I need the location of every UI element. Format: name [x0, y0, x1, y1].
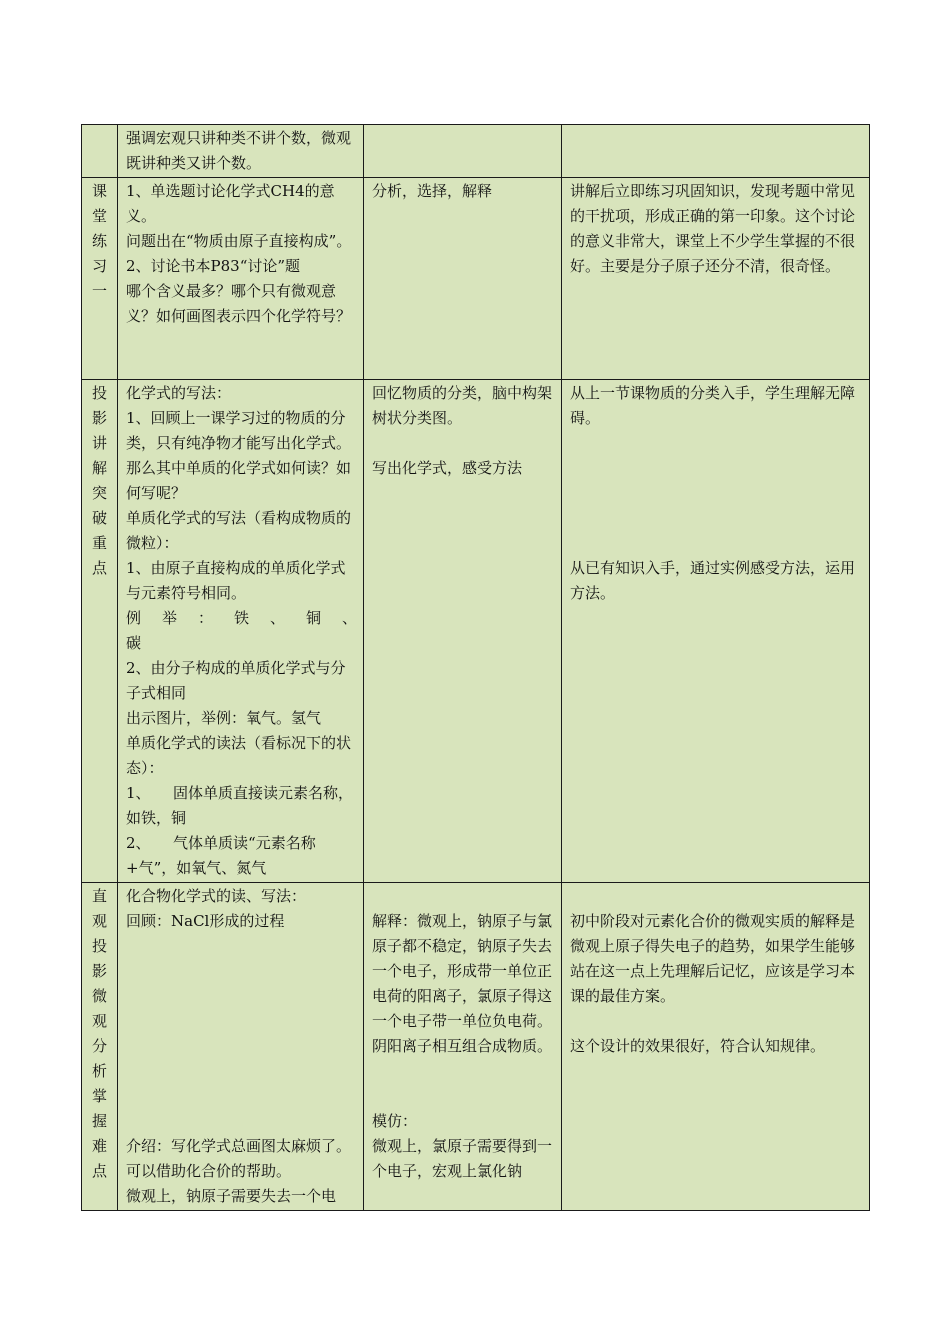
table-row	[82, 178, 870, 380]
stage-label-char: 一	[91, 282, 107, 300]
stage-label-char: 直	[91, 887, 107, 905]
teacher-text: 1、单选题讨论化学式CH4的意义。	[126, 182, 335, 225]
teacher-text: 1、由原子直接构成的单质化学式与元素符号相同。	[126, 559, 346, 602]
teacher-text: 化学式的写法：	[126, 384, 232, 402]
design-note-cell	[562, 125, 870, 178]
student-text: 微观上，氯原子需要得到一个电子，宏观上氯化钠	[372, 1137, 553, 1180]
teacher-text: 出示图片，举例：氧气。氢气	[126, 709, 322, 727]
stage-label-char: 析	[91, 1062, 107, 1080]
teacher-text: 单质化学式的写法（看构成物质的微粒）：	[126, 509, 352, 552]
stage-label-char: 堂	[91, 207, 107, 225]
stage-label-cell	[82, 883, 118, 1211]
stage-label-char: 点	[91, 1162, 107, 1180]
note-text: 从已有知识入手，通过实例感受方法，运用方法。	[570, 559, 856, 602]
stage-label-char: 影	[91, 409, 107, 427]
teacher-text: 2、由分子构成的单质化学式与分子式相同	[126, 659, 346, 702]
teacher-text: 强调宏观只讲种类不讲个数，微观既讲种类又讲个数。	[126, 129, 352, 172]
stage-label-char: 投	[91, 937, 107, 955]
table-row	[82, 883, 870, 1211]
stage-label-char: 解	[91, 459, 107, 477]
student-text: 写出化学式，感受方法	[372, 459, 523, 477]
teacher-activity-cell	[118, 125, 364, 178]
student-activity-cell	[364, 883, 562, 1211]
stage-label-char: 课	[91, 182, 107, 200]
stage-label-char: 破	[91, 509, 107, 527]
design-note-cell	[562, 883, 870, 1211]
teacher-activity-cell	[118, 178, 364, 380]
note-text: 初中阶段对元素化合价的微观实质的解释是微观上原子得失电子的趋势，如果学生能够站在这一点上先理解后记忆，应该是学习本课的最佳方案。	[570, 912, 856, 1005]
note-text: 讲解后立即练习巩固知识，发现考题中常见的干扰项，形成正确的第一印象。这个讨论的意义非常大，课堂上不少学生掌握的不很好。主要是分子原子还分不清，很奇怪。	[570, 182, 856, 275]
teacher-text: 介绍：写化学式总画图太麻烦了。可以借助化合价的帮助。	[126, 1137, 352, 1180]
teacher-text: 碳	[126, 634, 142, 652]
stage-label-cell	[82, 178, 118, 380]
table-row	[82, 380, 870, 883]
teacher-activity-cell	[118, 883, 364, 1211]
stage-label-char: 握	[91, 1112, 107, 1130]
teacher-activity-cell	[118, 380, 364, 883]
student-activity-cell	[364, 178, 562, 380]
student-text: 回忆物质的分类，脑中构架树状分类图。	[372, 384, 553, 427]
student-activity-cell	[364, 125, 562, 178]
stage-label-char: 掌	[91, 1087, 107, 1105]
stage-label-char: 练	[91, 232, 107, 250]
stage-label-char: 习	[91, 257, 107, 275]
teacher-text: 1、 固体单质直接读元素名称，如铁，铜	[126, 784, 354, 827]
teacher-text: 单质化学式的读法（看标况下的状态）：	[126, 734, 352, 777]
note-text: 从上一节课物质的分类入手，学生理解无障碍。	[570, 384, 856, 427]
teacher-text: 例举：铁、铜、	[126, 609, 357, 627]
teacher-text: 2、讨论书本P83“讨论”题	[126, 257, 301, 275]
teacher-text: 回顾：NaCl形成的过程	[126, 912, 285, 930]
teacher-text: 问题出在“物质由原子直接构成”。	[126, 232, 352, 250]
stage-label-char: 观	[91, 912, 107, 930]
teacher-text: 哪个含义最多？哪个只有微观意义？如何画图表示四个化学符号？	[126, 282, 352, 325]
stage-label-char: 重	[91, 534, 107, 552]
design-note-cell	[562, 380, 870, 883]
teacher-text: 微观上，钠原子需要失去一个电	[126, 1187, 337, 1205]
stage-label-char: 点	[91, 559, 107, 577]
stage-label-char: 观	[91, 1012, 107, 1030]
stage-label-cell	[82, 125, 118, 178]
stage-label-char: 讲	[91, 434, 107, 452]
student-text: 解释：微观上，钠原子与氯原子都不稳定，钠原子失去一个电子，形成带一单位正电荷的阳离子，氯原子得这一个电子带一单位负电荷。阴阳离子相互组合成物质。	[372, 912, 553, 1055]
stage-label-cell	[82, 380, 118, 883]
teacher-text: 2、 气体单质读“元素名称+气”，如氧气、氮气	[126, 834, 316, 877]
stage-label-char: 难	[91, 1137, 107, 1155]
design-note-cell	[562, 178, 870, 380]
student-text: 分析，选择，解释	[372, 182, 493, 200]
lesson-plan-table	[81, 124, 870, 1211]
stage-label-char: 突	[91, 484, 107, 502]
table-row	[82, 125, 870, 178]
stage-label-char: 投	[91, 384, 107, 402]
stage-label-char: 影	[91, 962, 107, 980]
stage-label-char: 微	[91, 987, 107, 1005]
note-text: 这个设计的效果很好，符合认知规律。	[570, 1037, 826, 1055]
teacher-text: 化合物化学式的读、写法：	[126, 887, 307, 905]
stage-label-char: 分	[91, 1037, 107, 1055]
teacher-text: 1、回顾上一课学习过的物质的分类，只有纯净物才能写出化学式。那么其中单质的化学式如何读？如何写呢？	[126, 409, 352, 502]
student-text: 模仿：	[372, 1112, 418, 1130]
student-activity-cell	[364, 380, 562, 883]
